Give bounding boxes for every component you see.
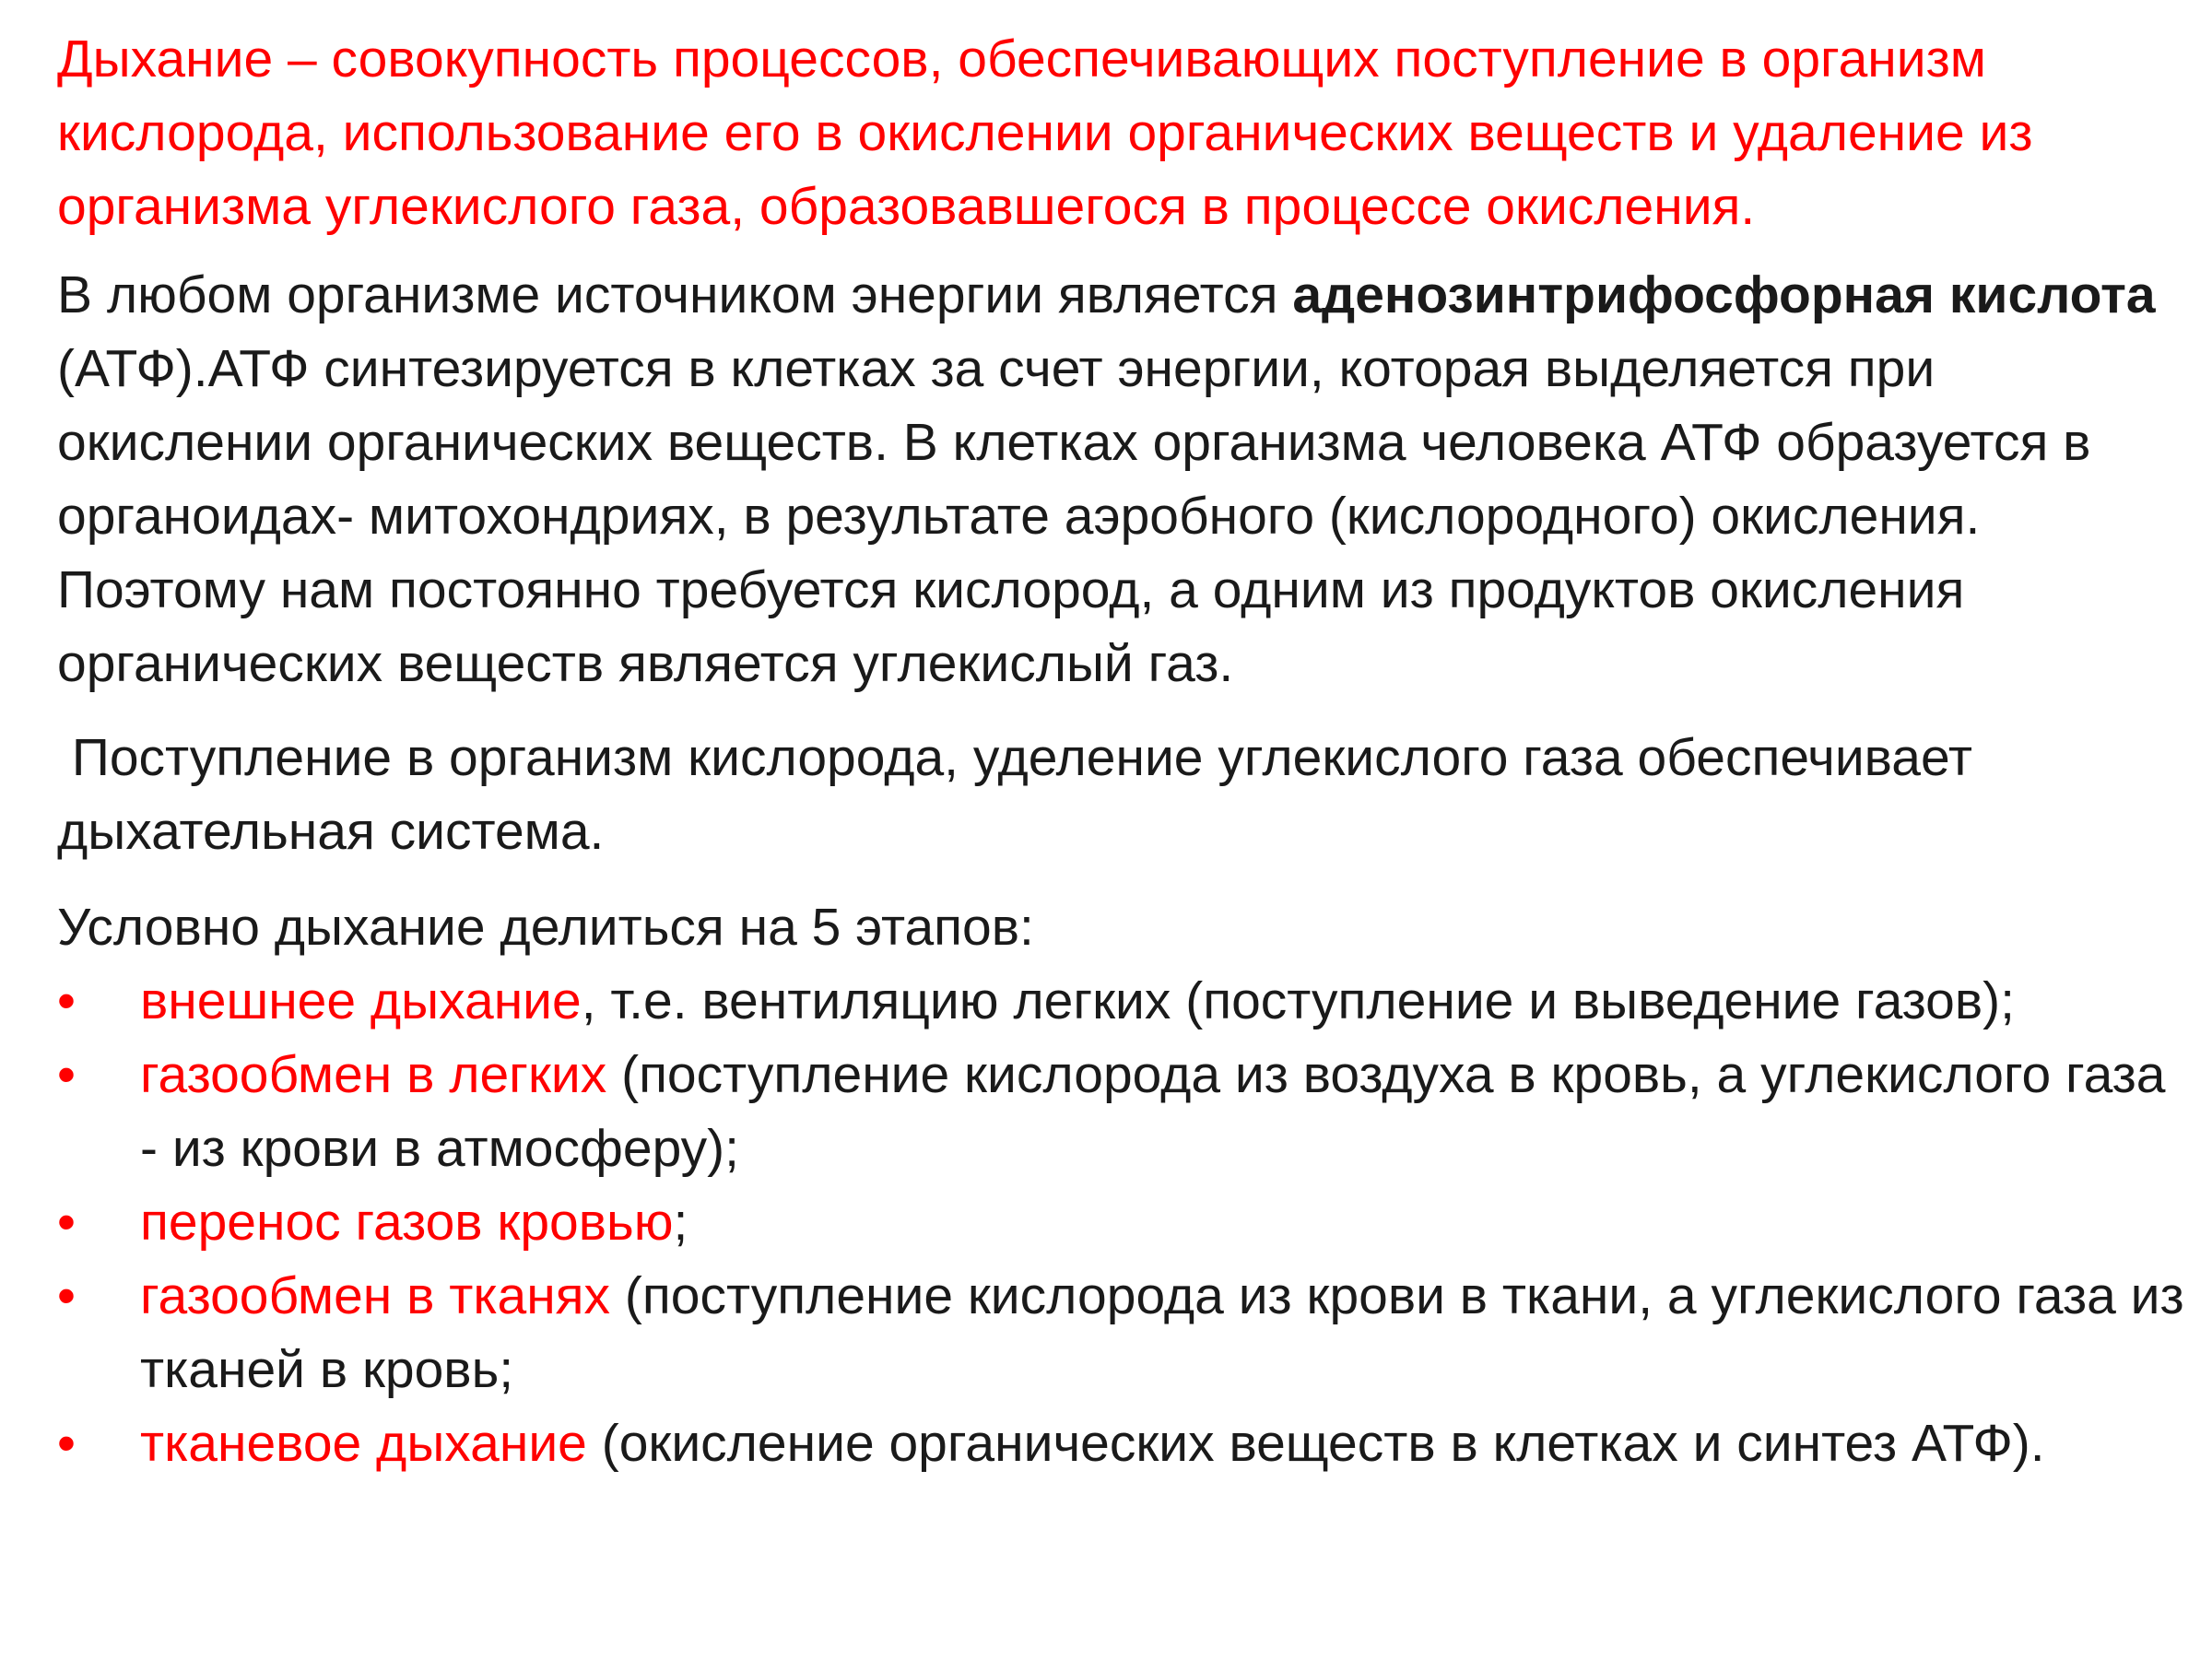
atp-text-start: В любом организме источником энергии является bbox=[57, 265, 1293, 324]
atp-term: аденозинтрифосфорная кислота bbox=[1292, 265, 2156, 324]
atp-paragraph bbox=[57, 258, 2195, 700]
list-item bbox=[57, 1185, 2195, 1259]
stage-description: (окисление органических веществ в клетках и синтез АТФ). bbox=[586, 1414, 2045, 1473]
stage-description: , т.е. вентиляцию легких (поступление и выведение газов); bbox=[581, 971, 2015, 1030]
stage-term: перенос газов кровью bbox=[140, 1193, 674, 1252]
stage-description: (поступление кислорода из крови в ткани, а углекислого газа из тканей в кровь; bbox=[140, 1266, 2184, 1399]
bullet-icon: • bbox=[57, 1414, 76, 1473]
bullet-icon: • bbox=[57, 1045, 76, 1104]
bullet-icon: • bbox=[57, 1266, 76, 1325]
bullet-icon: • bbox=[57, 1193, 76, 1252]
stage-term: газообмен в тканях bbox=[140, 1266, 611, 1325]
stage-description: (поступление кислорода из воздуха в кровь, а углекислого газа - из крови в атмосферу); bbox=[140, 1045, 2195, 1178]
stage-term: газообмен в легких bbox=[140, 1045, 607, 1104]
bullet-icon: • bbox=[57, 971, 76, 1030]
list-item bbox=[57, 964, 2195, 1038]
respiratory-system-paragraph: Поступление в организм кислорода, уделение углекислого газа обеспечивает дыхательная система. bbox=[57, 728, 1987, 861]
definition-paragraph: Дыхание – совокупность процессов, обеспечивающих поступление в организм кислорода, использование его в окислении органических веществ и удаление из организма углекислого газа, образовавшегося в процессе окисления. bbox=[57, 29, 2033, 236]
list-item bbox=[57, 1038, 2195, 1185]
stages-intro: Условно дыхание делиться на 5 этапов: bbox=[57, 898, 1034, 957]
list-item bbox=[57, 1406, 2195, 1480]
stages-list bbox=[57, 964, 2195, 1480]
stage-term: внешнее дыхание bbox=[140, 971, 582, 1030]
list-item bbox=[57, 1259, 2195, 1406]
atp-text-rest: (АТФ).АТФ синтезируется в клетках за счет энергии, которая выделяется при окислении органических веществ. В клетках организма человека АТФ образуется в органоидах- митохондриях, в результате аэробного (кислородного) окисления. Поэтому нам постоянно требуется кислород, а одним из продуктов окисления органических веществ является углекислый газ. bbox=[57, 339, 2091, 693]
stage-term: тканевое дыхание bbox=[140, 1414, 587, 1473]
stage-description: ; bbox=[673, 1193, 688, 1252]
slide-content bbox=[57, 22, 2195, 1480]
